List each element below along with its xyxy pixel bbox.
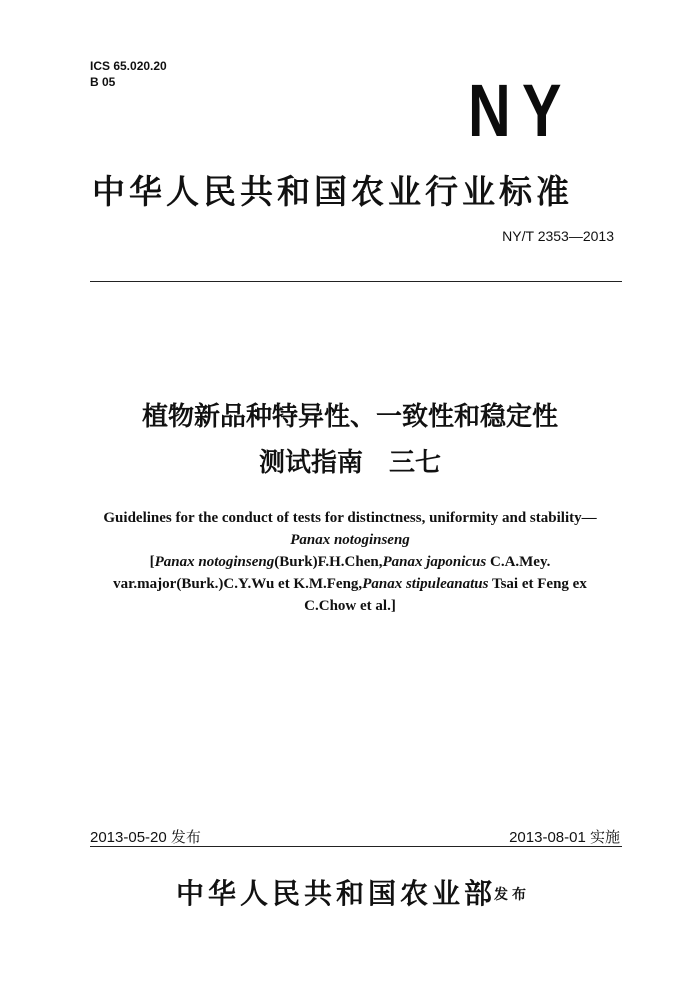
ics-code: ICS 65.020.20 — [90, 59, 167, 73]
title-zh-line2: 测试指南 三七 — [258, 448, 441, 478]
title-zh-line1: 植物新品种特异性、一致性和稳定性 — [141, 402, 558, 432]
title-en-line5: C.Chow et al.] — [304, 598, 396, 614]
title-en-line2 — [60, 529, 640, 551]
bracket-open: [ — [149, 554, 155, 570]
latin-name-1: Panax notoginseng — [154, 554, 275, 570]
footer-divider — [90, 846, 622, 847]
latin-name-2: Panax japonicus — [382, 554, 487, 570]
header-divider — [90, 281, 622, 282]
species-name: Panax notoginseng — [290, 532, 410, 548]
ny-logo: NY — [468, 69, 573, 152]
title-en-line3 — [60, 551, 640, 573]
ccs-code: B 05 — [90, 75, 116, 89]
author-2: C.A.Mey. — [486, 554, 551, 570]
latin-name-3: Panax stipuleanatus — [362, 576, 489, 592]
ministry-name: 中华人民共和国农业部 — [176, 877, 497, 910]
publish-label: 发布 — [494, 887, 530, 903]
author-1: (Burk)F.H.Chen, — [274, 554, 383, 570]
classification-block — [90, 58, 167, 90]
issue-date: 2013-05-20 发布 — [90, 829, 201, 846]
title-en — [60, 507, 640, 617]
standard-title: 中华人民共和国农业行业标准 — [92, 172, 573, 211]
author-3: Tsai et Feng ex — [488, 576, 587, 592]
standard-number: NY/T 2353—2013 — [502, 228, 614, 244]
title-en-line1: Guidelines for the conduct of tests for distinctness, uniformity and stability— — [103, 510, 597, 526]
title-en-line4 — [60, 573, 640, 595]
implement-date: 2013-08-01 实施 — [509, 829, 620, 846]
variety-text: var.major(Burk.)C.Y.Wu et K.M.Feng, — [113, 576, 363, 592]
